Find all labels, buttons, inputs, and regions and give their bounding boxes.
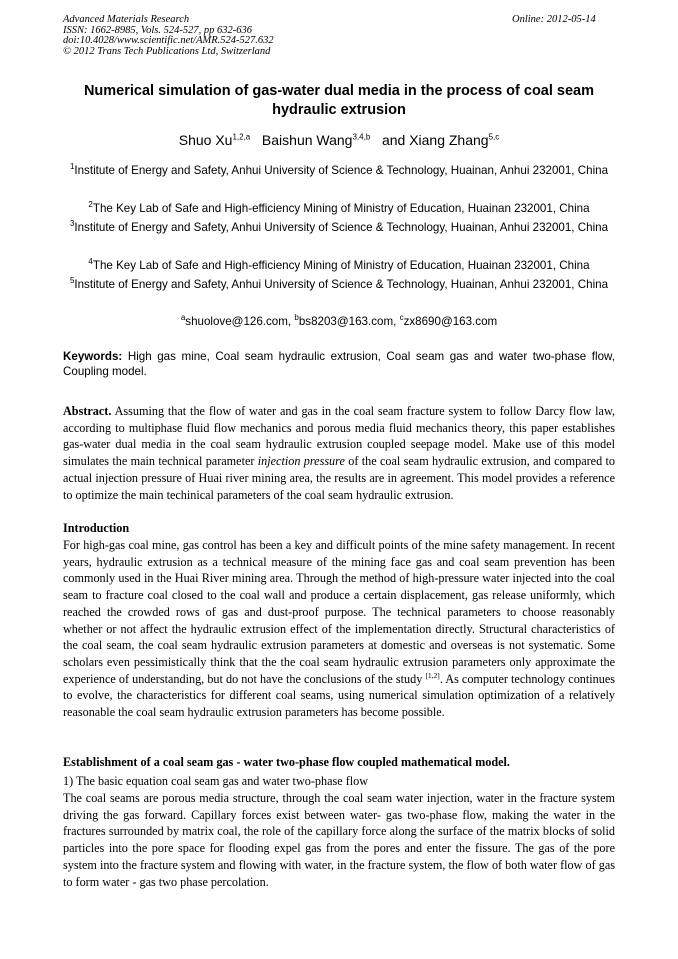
abstract-italic-term: injection pressure bbox=[257, 454, 345, 469]
email-address: zx8690@163.com bbox=[403, 315, 498, 328]
introduction-text: For high-gas coal mine, gas control has been a key and difficult points of the mine safety management. In recent years, hydraulic extrusion as a technical measure of the mining face gas and coal seam prevention has been commonly used in the Huai River mining area. Through the method of high-pressure water injected into the coal seam to fracture coal closed to the coal wall and produce a certain displacement, gas release uniformly, which reached the crowded rows of gas and dust-proof purpose. The technical parameters to choose reasonably whether or not affect the hydraulic extrusion effect of the implementation directly. Structural characteristics of the coal seam, the coal seam hydraulic extrusion parameters at domestic and overseas is not systematic. Some scholars even pessimistically think that the the coal seam hydraulic extrusion parameters only approximate the experience of understanding, but do not have the conclusions of the study bbox=[63, 538, 615, 686]
email-sup: b bbox=[294, 313, 299, 323]
author-list bbox=[63, 131, 615, 149]
affiliation-sup: 5 bbox=[69, 276, 75, 286]
journal-name: Advanced Materials Research bbox=[63, 14, 190, 25]
affiliation-text: Institute of Energy and Safety, Anhui University of Science & Technology, Huainan, Anhui 232001, China bbox=[74, 221, 609, 234]
author-name: Shuo Xu bbox=[178, 132, 233, 148]
author-sup: 5,c bbox=[488, 132, 500, 142]
introduction-body bbox=[63, 537, 615, 721]
abstract bbox=[63, 403, 615, 503]
paper-title: Numerical simulation of gas-water dual media in the process of coal seam hydraulic extrusion bbox=[83, 83, 595, 118]
affiliation-sup: 3 bbox=[69, 219, 75, 229]
author-name: Xiang Zhang bbox=[409, 132, 489, 148]
affiliation-text: The Key Lab of Safe and High-efficiency Mining of Ministry of Education, Huainan 232001, China bbox=[92, 259, 590, 272]
keywords bbox=[63, 349, 615, 379]
author-name: Baishun Wang bbox=[261, 132, 353, 148]
affiliation bbox=[63, 258, 615, 273]
copyright-line: © 2012 Trans Tech Publications Ltd, Switzerland bbox=[63, 45, 271, 57]
doi-line: doi:10.4028/www.scientific.net/AMR.524-527.632 bbox=[63, 35, 274, 46]
introduction-text-end: . As computer technology continues to evolve, the characteristics for different coal seams, using numerical simulation optimization of a relatively reasonable the coal seam hydraulic extrusion parameters has become possible. bbox=[63, 671, 616, 720]
affiliation-text: The Key Lab of Safe and High-efficiency Mining of Ministry of Education, Huainan 232001, China bbox=[92, 202, 590, 215]
citation: [1,2] bbox=[425, 670, 440, 680]
affiliation-sup: 2 bbox=[88, 200, 93, 210]
section-heading: Establishment of a coal seam gas - water two-phase flow coupled mathematical model. bbox=[63, 755, 510, 769]
email-sup: a bbox=[180, 313, 186, 323]
online-date: Online: 2012-05-14 bbox=[512, 14, 596, 25]
keywords-text: High gas mine, Coal seam hydraulic extrusion, Coal seam gas and water two-phase flow, Coupling model. bbox=[63, 350, 615, 378]
author-conjunction: and bbox=[381, 132, 406, 148]
affiliation-text: Institute of Energy and Safety, Anhui University of Science & Technology, Huainan, Anhui 232001, China bbox=[74, 278, 609, 291]
affiliation-sup: 1 bbox=[69, 162, 75, 172]
affiliation-text: Institute of Energy and Safety, Anhui University of Science & Technology, Huainan, Anhui 232001, China bbox=[74, 164, 609, 177]
subsection-heading: 1) The basic equation coal seam gas and water two-phase flow bbox=[63, 774, 369, 788]
abstract-text-end: of the coal seam hydraulic extrusion, and compared to actual injection pressure of Huai river mining area, the results are in agreement. This model provides a reference to optimize the main techinical parameters of the coal seam hydraulic extrusion. bbox=[63, 454, 616, 502]
keywords-label: Keywords: bbox=[63, 350, 123, 363]
abstract-text: Assuming that the flow of water and gas in the coal seam fracture system to follow Darcy flow law, according to multiphase fluid flow mechanics and porous media fluid mechanics theory, this paper establishes gas-water dual media in the coal seam hydraulic extrusion coupled seepage model. Make use of this model simulates the main technical parameter bbox=[63, 404, 615, 469]
affiliation bbox=[63, 277, 615, 292]
abstract-label: Abstract. bbox=[63, 404, 112, 418]
affiliation bbox=[63, 220, 615, 235]
journal-info bbox=[63, 15, 274, 57]
issn-line: ISSN: 1662-8985, Vols. 524-527, pp 632-636 bbox=[63, 24, 252, 36]
section-body: The coal seams are porous media structure, through the coal seam water injection, water in the fracture system driving the gas forward. Capillary forces exist between water- gas two-phase flow, making the water in the fractures surrounded by matrix coal, the role of the capillary force along the surface of the matrix blocks of solid particles into the pore space for flooding expel gas from the pores and enter the fissure. The gas of the pore system into the fracture system and flowing with water, in the fracture system, the flow of both water flow of gas to form water - gas two phase percolation. bbox=[63, 791, 615, 889]
email-list bbox=[63, 314, 615, 329]
email-sup: c bbox=[399, 313, 404, 323]
affiliation bbox=[63, 163, 615, 178]
author-sup: 1,2,a bbox=[232, 132, 251, 142]
affiliation bbox=[63, 201, 615, 216]
introduction-heading: Introduction bbox=[63, 521, 130, 535]
author-sup: 3,4,b bbox=[352, 132, 371, 142]
email-address: shuolove@126.com, bbox=[185, 315, 292, 328]
email-address: bs8203@163.com, bbox=[298, 315, 397, 328]
affiliation-sup: 4 bbox=[88, 257, 93, 267]
